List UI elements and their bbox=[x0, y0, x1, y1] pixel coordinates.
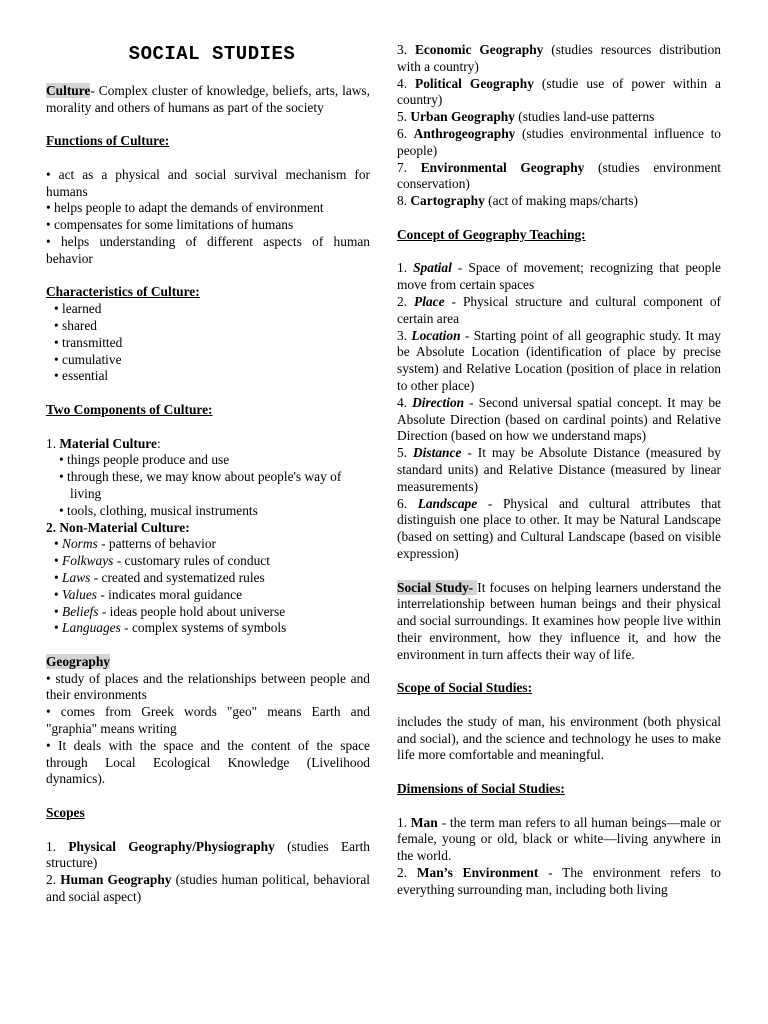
functions-heading: Functions of Culture: bbox=[46, 133, 170, 149]
material-item: • through these, we may know about people's way of living bbox=[59, 469, 342, 501]
concept-item: 3. Location - Starting point of all geographic study. It may be Absolute Location (identification of place by precise system) and Relative Location (position of place in relation to other place) bbox=[397, 327, 721, 393]
characteristic-item: • cumulative bbox=[54, 351, 122, 367]
culture-def-text: - Complex cluster of knowledge, beliefs, arts, laws, morality and others of humans as part of the society bbox=[46, 82, 370, 115]
scope-item: 3. Economic Geography (studies resources distribution with a country) bbox=[397, 42, 721, 74]
characteristic-item: • shared bbox=[54, 317, 97, 333]
geography-point: • It deals with the space and the content of the space through Local Ecological Knowledge (Livelihood dynamics). bbox=[46, 737, 370, 787]
material-item: • things people produce and use bbox=[59, 452, 230, 468]
concept-item: 2. Place - Physical structure and cultural component of certain area bbox=[397, 293, 721, 326]
material-culture-heading: 1. Material Culture: bbox=[46, 435, 161, 451]
concept-heading: Concept of Geography Teaching: bbox=[397, 226, 586, 242]
concept-item: 1. Spatial - Space of movement; recognizing that people move from certain spaces bbox=[397, 260, 722, 293]
right-column bbox=[397, 42, 721, 899]
material-item: • tools, clothing, musical instruments bbox=[59, 502, 258, 518]
function-item: • compensates for some limitations of humans bbox=[46, 217, 294, 233]
scopes-heading: Scopes bbox=[46, 805, 85, 821]
characteristic-item: • learned bbox=[54, 301, 102, 317]
concept-item: 4. Direction - Second universal spatial concept. It may be Absolute Direction (based on cardinal points) and Relative Direction (based on how we understand maps) bbox=[397, 394, 722, 444]
geography-term: Geography bbox=[46, 653, 110, 669]
nonmaterial-item: • Norms - patterns of behavior bbox=[54, 536, 217, 552]
nonmaterial-item: • Laws - created and systematized rules bbox=[54, 569, 265, 585]
nonmaterial-item: • Languages - complex systems of symbols bbox=[54, 620, 287, 636]
concept-item: 6. Landscape - Physical and cultural attributes that distinguish one place to other. It may be Natural Landscape (based on setting) and Cultural Landscape (based on visible expression) bbox=[397, 495, 722, 561]
culture-definition bbox=[46, 83, 370, 117]
dimensions-heading: Dimensions of Social Studies: bbox=[397, 781, 565, 797]
scope-item: 5. Urban Geography (studies land-use patterns bbox=[397, 109, 655, 125]
scope-item: 4. Political Geography (studie use of power within a country) bbox=[397, 75, 721, 108]
dimension-item: 2. Man’s Environment - The environment refers to everything surrounding man, including both living bbox=[397, 865, 722, 897]
concept-item: 5. Distance - It may be Absolute Distance (measured by standard units) and Relative Distance (measured by linear measurements) bbox=[397, 445, 722, 494]
social-study-term: Social Study- bbox=[397, 579, 478, 595]
left-column bbox=[46, 42, 370, 906]
scope-of-social-studies-heading: Scope of Social Studies: bbox=[397, 680, 533, 696]
function-item: • act as a physical and social survival mechanism for humans bbox=[46, 166, 370, 199]
characteristic-item: • essential bbox=[54, 368, 109, 384]
nonmaterial-item: • Folkways - customary rules of conduct bbox=[54, 553, 270, 569]
characteristics-heading: Characteristics of Culture: bbox=[46, 284, 200, 300]
function-item: • helps people to adapt the demands of environment bbox=[46, 200, 324, 216]
nonmaterial-culture-heading: 2. Non-Material Culture: bbox=[46, 519, 190, 535]
nonmaterial-item: • Beliefs - ideas people hold about universe bbox=[54, 603, 286, 619]
dimension-item: 1. Man - the term man refers to all human beings—male or female, young or old, black or white—living anywhere in the world. bbox=[397, 814, 721, 864]
culture-term: Culture bbox=[46, 82, 91, 98]
characteristic-item: • transmitted bbox=[54, 334, 123, 350]
scope-item: 7. Environmental Geography (studies environment conservation) bbox=[397, 159, 721, 192]
social-study-definition: Social Study- It focuses on helping learners understand the interrelationship between human beings and their physical and social surroundings. It examines how people live within their environment, how they influence it, and how the environment in turn affects their way of life. bbox=[397, 579, 722, 662]
scope-item: 1. Physical Geography/Physiography (studies Earth structure) bbox=[46, 838, 370, 871]
nonmaterial-item: • Values - indicates moral guidance bbox=[54, 586, 243, 602]
geography-point: • study of places and the relationships between people and their environments bbox=[46, 670, 370, 703]
scope-item: 6. Anthrogeography (studies environmental influence to people) bbox=[397, 125, 722, 158]
components-heading: Two Components of Culture: bbox=[46, 401, 213, 417]
scope-item: 2. Human Geography (studies human political, behavioral and social aspect) bbox=[46, 872, 370, 905]
scope-item: 8. Cartography (act of making maps/charts) bbox=[397, 193, 638, 209]
scope-text: includes the study of man, his environment (both physical and social), and the science and technology he uses to make life more comfortable and meaningful. bbox=[397, 713, 721, 763]
geography-heading bbox=[46, 654, 370, 671]
page-title: SOCIAL STUDIES bbox=[128, 43, 296, 65]
function-item: • helps understanding of different aspects of human behavior bbox=[46, 233, 370, 266]
geography-point: • comes from Greek words "geo" means Earth and "graphia" means writing bbox=[46, 704, 370, 737]
